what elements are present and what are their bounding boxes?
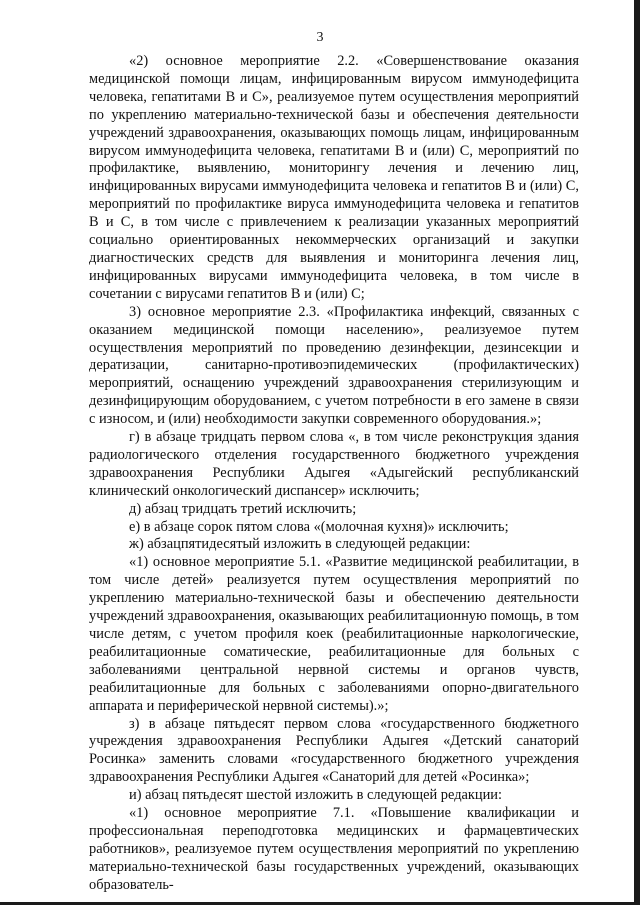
scan-edge-right	[634, 0, 640, 905]
paragraph-g: г) в абзаце тридцать первом слова «, в том числе реконструкция здания радиологического отделения государственного бюджетного учреждения здравоохранения Республики Адыгея «Адыгейский республиканский клинический онкологический диспансер» исключить;	[89, 429, 579, 499]
paragraph-zh: ж) абзацпятидесятый изложить в следующей редакции:	[129, 536, 471, 553]
document-body	[89, 53, 579, 895]
paragraph-i: и) абзац пятьдесят шестой изложить в следующей редакции:	[129, 787, 502, 804]
paragraph-2-3: 3) основное мероприятие 2.3. «Профилактика инфекций, связанных с оказанием медицинской помощи населению», реализуемое путем осуществления мероприятий по проведению дезинфекции, дезинсекции и дератизации, санитарно-противоэпидемических (профилактических) мероприятий, оснащению учреждений здравоохранения стерилизующим и дезинфицирующим оборудованием, с учетом потребности в его замене в связи с износом, и (или) необходимости закупки современного оборудования.»;	[89, 303, 579, 428]
paragraph-5-1: «1) основное мероприятие 5.1. «Развитие медицинской реабилитации, в том числе детей» реализуется путем осуществления мероприятий по укреплению материально-технической базы и обеспечению деятельности учреждений здравоохранения, оказывающих реабилитационную помощь, в том числе детям, с учетом профиля коек (реабилитационные наркологические, реабилитационные соматические, реабилитационные для больных с заболеваниями центральной нервной системы и органов чувств, реабилитационные для больных с заболеваниями опорно-двигательного аппарата и периферической нервной системы).»;	[89, 554, 579, 714]
paragraph-z: з) в абзаце пятьдесят первом слова «государственного бюджетного учреждения здравоохранения Республики Адыгея «Детский санаторий Росинка» заменить словами «государственного бюджетного учреждения здравоохранения Республики Адыгея «Санаторий для детей «Росинка»;	[89, 715, 579, 786]
paragraph-d: д) абзац тридцать третий исключить;	[129, 500, 357, 517]
page-number: 3	[316, 30, 324, 45]
paragraph-7-1: «1) основное мероприятие 7.1. «Повышение квалификации и профессиональная переподготовка медицинских и фармацевтических работников», реализуемое путем осуществления мероприятий по укреплению материально-технической базы государственных учреждений, оказывающих образователь-	[89, 805, 579, 893]
paragraph-e: е) в абзаце сорок пятом слова «(молочная кухня)» исключить;	[129, 518, 509, 535]
paragraph-2-2: «2) основное мероприятие 2.2. «Совершенствование оказания медицинской помощи лицам, инфицированным вирусом иммунодефицита человека, гепатитами В и С», реализуемое путем осуществления мероприятий по укреплению материально-технической базы и обеспечения деятельности учреждений здравоохранения, оказывающих помощь лицам, инфицированным вирусом иммунодефицита человека, гепатитами В и (или) С, мероприятий по профилактике, выявлению, мониторингу лечения и лечению лиц, инфицированных вирусами иммунодефицита человека и гепатитов В и (или) С, мероприятий по профилактике вируса иммунодефицита человека и гепатитов В и С, в том числе с привлечением к реализации указанных мероприятий социально ориентированных некоммерческих организаций и закупки диагностических средств для выявления и мониторинга лечения лиц, инфицированных вирусами иммунодефицита человека, в том числе в сочетании с вирусами гепатитов В и (или) С;	[89, 53, 579, 302]
